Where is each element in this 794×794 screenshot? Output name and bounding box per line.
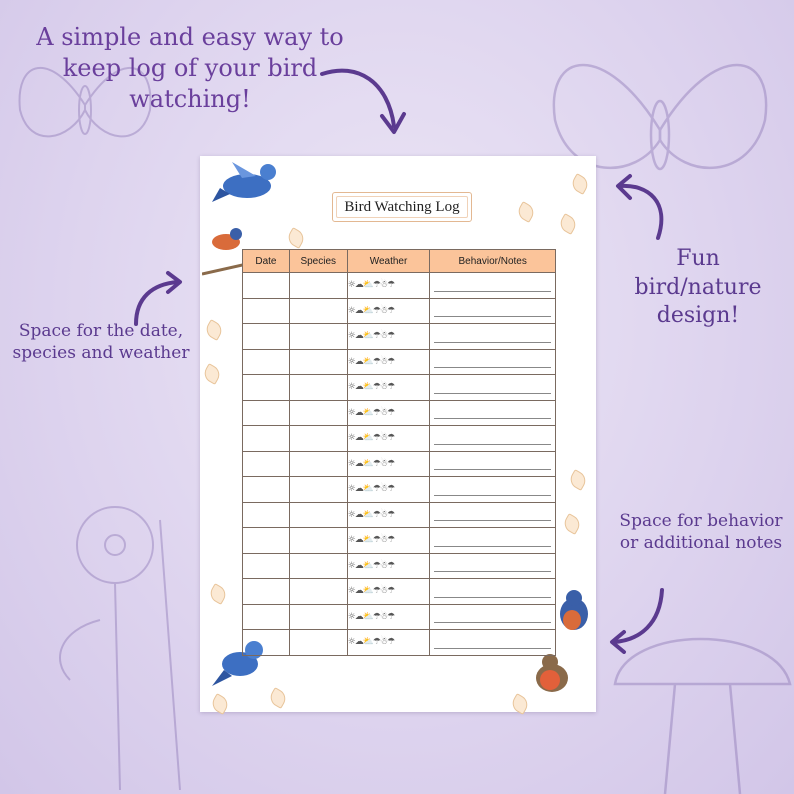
- notes-line: [434, 585, 551, 598]
- notes-cell[interactable]: [430, 630, 556, 656]
- table-row: [243, 604, 556, 630]
- weather-icons-cell[interactable]: ☼☁⛅☂☃☂: [347, 579, 430, 605]
- leaf-icon: [285, 227, 307, 249]
- notes-cell[interactable]: [430, 553, 556, 579]
- blue-jay-illustration: [212, 158, 282, 208]
- date-cell[interactable]: [243, 324, 290, 350]
- table-row: [243, 451, 556, 477]
- notes-cell[interactable]: [430, 451, 556, 477]
- table-row: [243, 477, 556, 503]
- table-row: [243, 553, 556, 579]
- notes-line: [434, 279, 551, 292]
- date-cell[interactable]: [243, 273, 290, 299]
- column-header-notes: Behavior/Notes: [430, 250, 556, 273]
- bird-log-sheet: [200, 156, 596, 712]
- bluebird-illustration: [552, 586, 596, 650]
- leaf-icon: [267, 687, 289, 709]
- date-cell[interactable]: [243, 579, 290, 605]
- date-cell[interactable]: [243, 502, 290, 528]
- leaf-icon: [557, 213, 579, 235]
- leaf-icon: [509, 693, 531, 715]
- notes-callout: Space for behavior or additional notes: [619, 511, 783, 554]
- weather-icons-cell[interactable]: ☼☁⛅☂☃☂: [347, 273, 430, 299]
- notes-line: [434, 610, 551, 623]
- leaf-icon: [209, 693, 231, 715]
- notes-line: [434, 330, 551, 343]
- notes-line: [434, 355, 551, 368]
- notes-cell[interactable]: [430, 604, 556, 630]
- notes-cell[interactable]: [430, 400, 556, 426]
- species-cell[interactable]: [289, 324, 347, 350]
- column-header-weather: Weather: [347, 250, 430, 273]
- notes-cell[interactable]: [430, 528, 556, 554]
- notes-line: [434, 534, 551, 547]
- notes-line: [434, 636, 551, 649]
- curved-arrow-icon: [600, 584, 670, 654]
- weather-icons-cell[interactable]: ☼☁⛅☂☃☂: [347, 630, 430, 656]
- leaf-icon: [561, 513, 583, 535]
- notes-cell[interactable]: [430, 477, 556, 503]
- notes-cell[interactable]: [430, 349, 556, 375]
- weather-icons-cell[interactable]: ☼☁⛅☂☃☂: [347, 477, 430, 503]
- weather-icons-cell[interactable]: ☼☁⛅☂☃☂: [347, 553, 430, 579]
- date-cell[interactable]: [243, 400, 290, 426]
- weather-icons-cell[interactable]: ☼☁⛅☂☃☂: [347, 400, 430, 426]
- table-row: [243, 298, 556, 324]
- species-cell[interactable]: [289, 579, 347, 605]
- table-row: [243, 528, 556, 554]
- date-cell[interactable]: [243, 630, 290, 656]
- notes-line: [434, 508, 551, 521]
- leaf-icon: [207, 583, 229, 605]
- leaf-icon: [569, 173, 591, 195]
- weather-icons-cell[interactable]: ☼☁⛅☂☃☂: [347, 528, 430, 554]
- species-cell[interactable]: [289, 273, 347, 299]
- date-cell[interactable]: [243, 426, 290, 452]
- date-cell[interactable]: [243, 298, 290, 324]
- date-cell[interactable]: [243, 604, 290, 630]
- curved-arrow-icon: [128, 270, 188, 330]
- notes-cell[interactable]: [430, 298, 556, 324]
- table-row: [243, 273, 556, 299]
- notes-line: [434, 457, 551, 470]
- species-cell[interactable]: [289, 630, 347, 656]
- species-cell[interactable]: [289, 502, 347, 528]
- species-cell[interactable]: [289, 426, 347, 452]
- weather-icons-cell[interactable]: ☼☁⛅☂☃☂: [347, 502, 430, 528]
- species-cell[interactable]: [289, 553, 347, 579]
- notes-line: [434, 406, 551, 419]
- notes-cell[interactable]: [430, 324, 556, 350]
- weather-icons-cell[interactable]: ☼☁⛅☂☃☂: [347, 298, 430, 324]
- table-row: [243, 630, 556, 656]
- date-cell[interactable]: [243, 375, 290, 401]
- date-cell[interactable]: [243, 553, 290, 579]
- notes-cell[interactable]: [430, 375, 556, 401]
- leaf-icon: [203, 319, 225, 341]
- date-cell[interactable]: [243, 528, 290, 554]
- notes-cell[interactable]: [430, 426, 556, 452]
- species-cell[interactable]: [289, 528, 347, 554]
- table-row: [243, 349, 556, 375]
- notes-line: [434, 559, 551, 572]
- notes-cell[interactable]: [430, 502, 556, 528]
- curved-arrow-icon: [318, 62, 408, 142]
- weather-icons-cell[interactable]: ☼☁⛅☂☃☂: [347, 451, 430, 477]
- leaf-icon: [567, 469, 589, 491]
- robin-illustration: [530, 650, 576, 700]
- date-species-callout: Space for the date, species and weather: [12, 321, 190, 364]
- table-row: [243, 579, 556, 605]
- date-cell[interactable]: [243, 349, 290, 375]
- notes-line: [434, 432, 551, 445]
- table-row: [243, 502, 556, 528]
- design-callout: Fun bird/nature design!: [634, 246, 762, 329]
- species-cell[interactable]: [289, 477, 347, 503]
- notes-cell[interactable]: [430, 579, 556, 605]
- column-header-date: Date: [243, 250, 290, 273]
- leaf-icon: [515, 201, 537, 223]
- weather-icons-cell[interactable]: ☼☁⛅☂☃☂: [347, 375, 430, 401]
- weather-icons-cell[interactable]: ☼☁⛅☂☃☂: [347, 426, 430, 452]
- weather-icons-cell[interactable]: ☼☁⛅☂☃☂: [347, 604, 430, 630]
- table-row: [243, 426, 556, 452]
- intro-callout: A simple and easy way to keep log of your bird watching!: [36, 23, 344, 114]
- weather-icons-cell[interactable]: ☼☁⛅☂☃☂: [347, 349, 430, 375]
- species-cell[interactable]: [289, 349, 347, 375]
- sheet-title: Bird Watching Log: [332, 192, 472, 222]
- notes-line: [434, 483, 551, 496]
- species-cell[interactable]: [289, 400, 347, 426]
- table-row: [243, 324, 556, 350]
- table-header-row: [243, 250, 556, 273]
- leaf-icon: [201, 363, 223, 385]
- notes-line: [434, 304, 551, 317]
- table-row: [243, 400, 556, 426]
- log-table: [242, 249, 556, 656]
- species-cell[interactable]: [289, 604, 347, 630]
- species-cell[interactable]: [289, 298, 347, 324]
- notes-line: [434, 381, 551, 394]
- curved-arrow-icon: [608, 172, 678, 242]
- species-cell[interactable]: [289, 375, 347, 401]
- date-cell[interactable]: [243, 451, 290, 477]
- column-header-species: Species: [289, 250, 347, 273]
- species-cell[interactable]: [289, 451, 347, 477]
- table-row: [243, 375, 556, 401]
- notes-cell[interactable]: [430, 273, 556, 299]
- weather-icons-cell[interactable]: ☼☁⛅☂☃☂: [347, 324, 430, 350]
- date-cell[interactable]: [243, 477, 290, 503]
- bluebird-branch-illustration: [202, 224, 247, 294]
